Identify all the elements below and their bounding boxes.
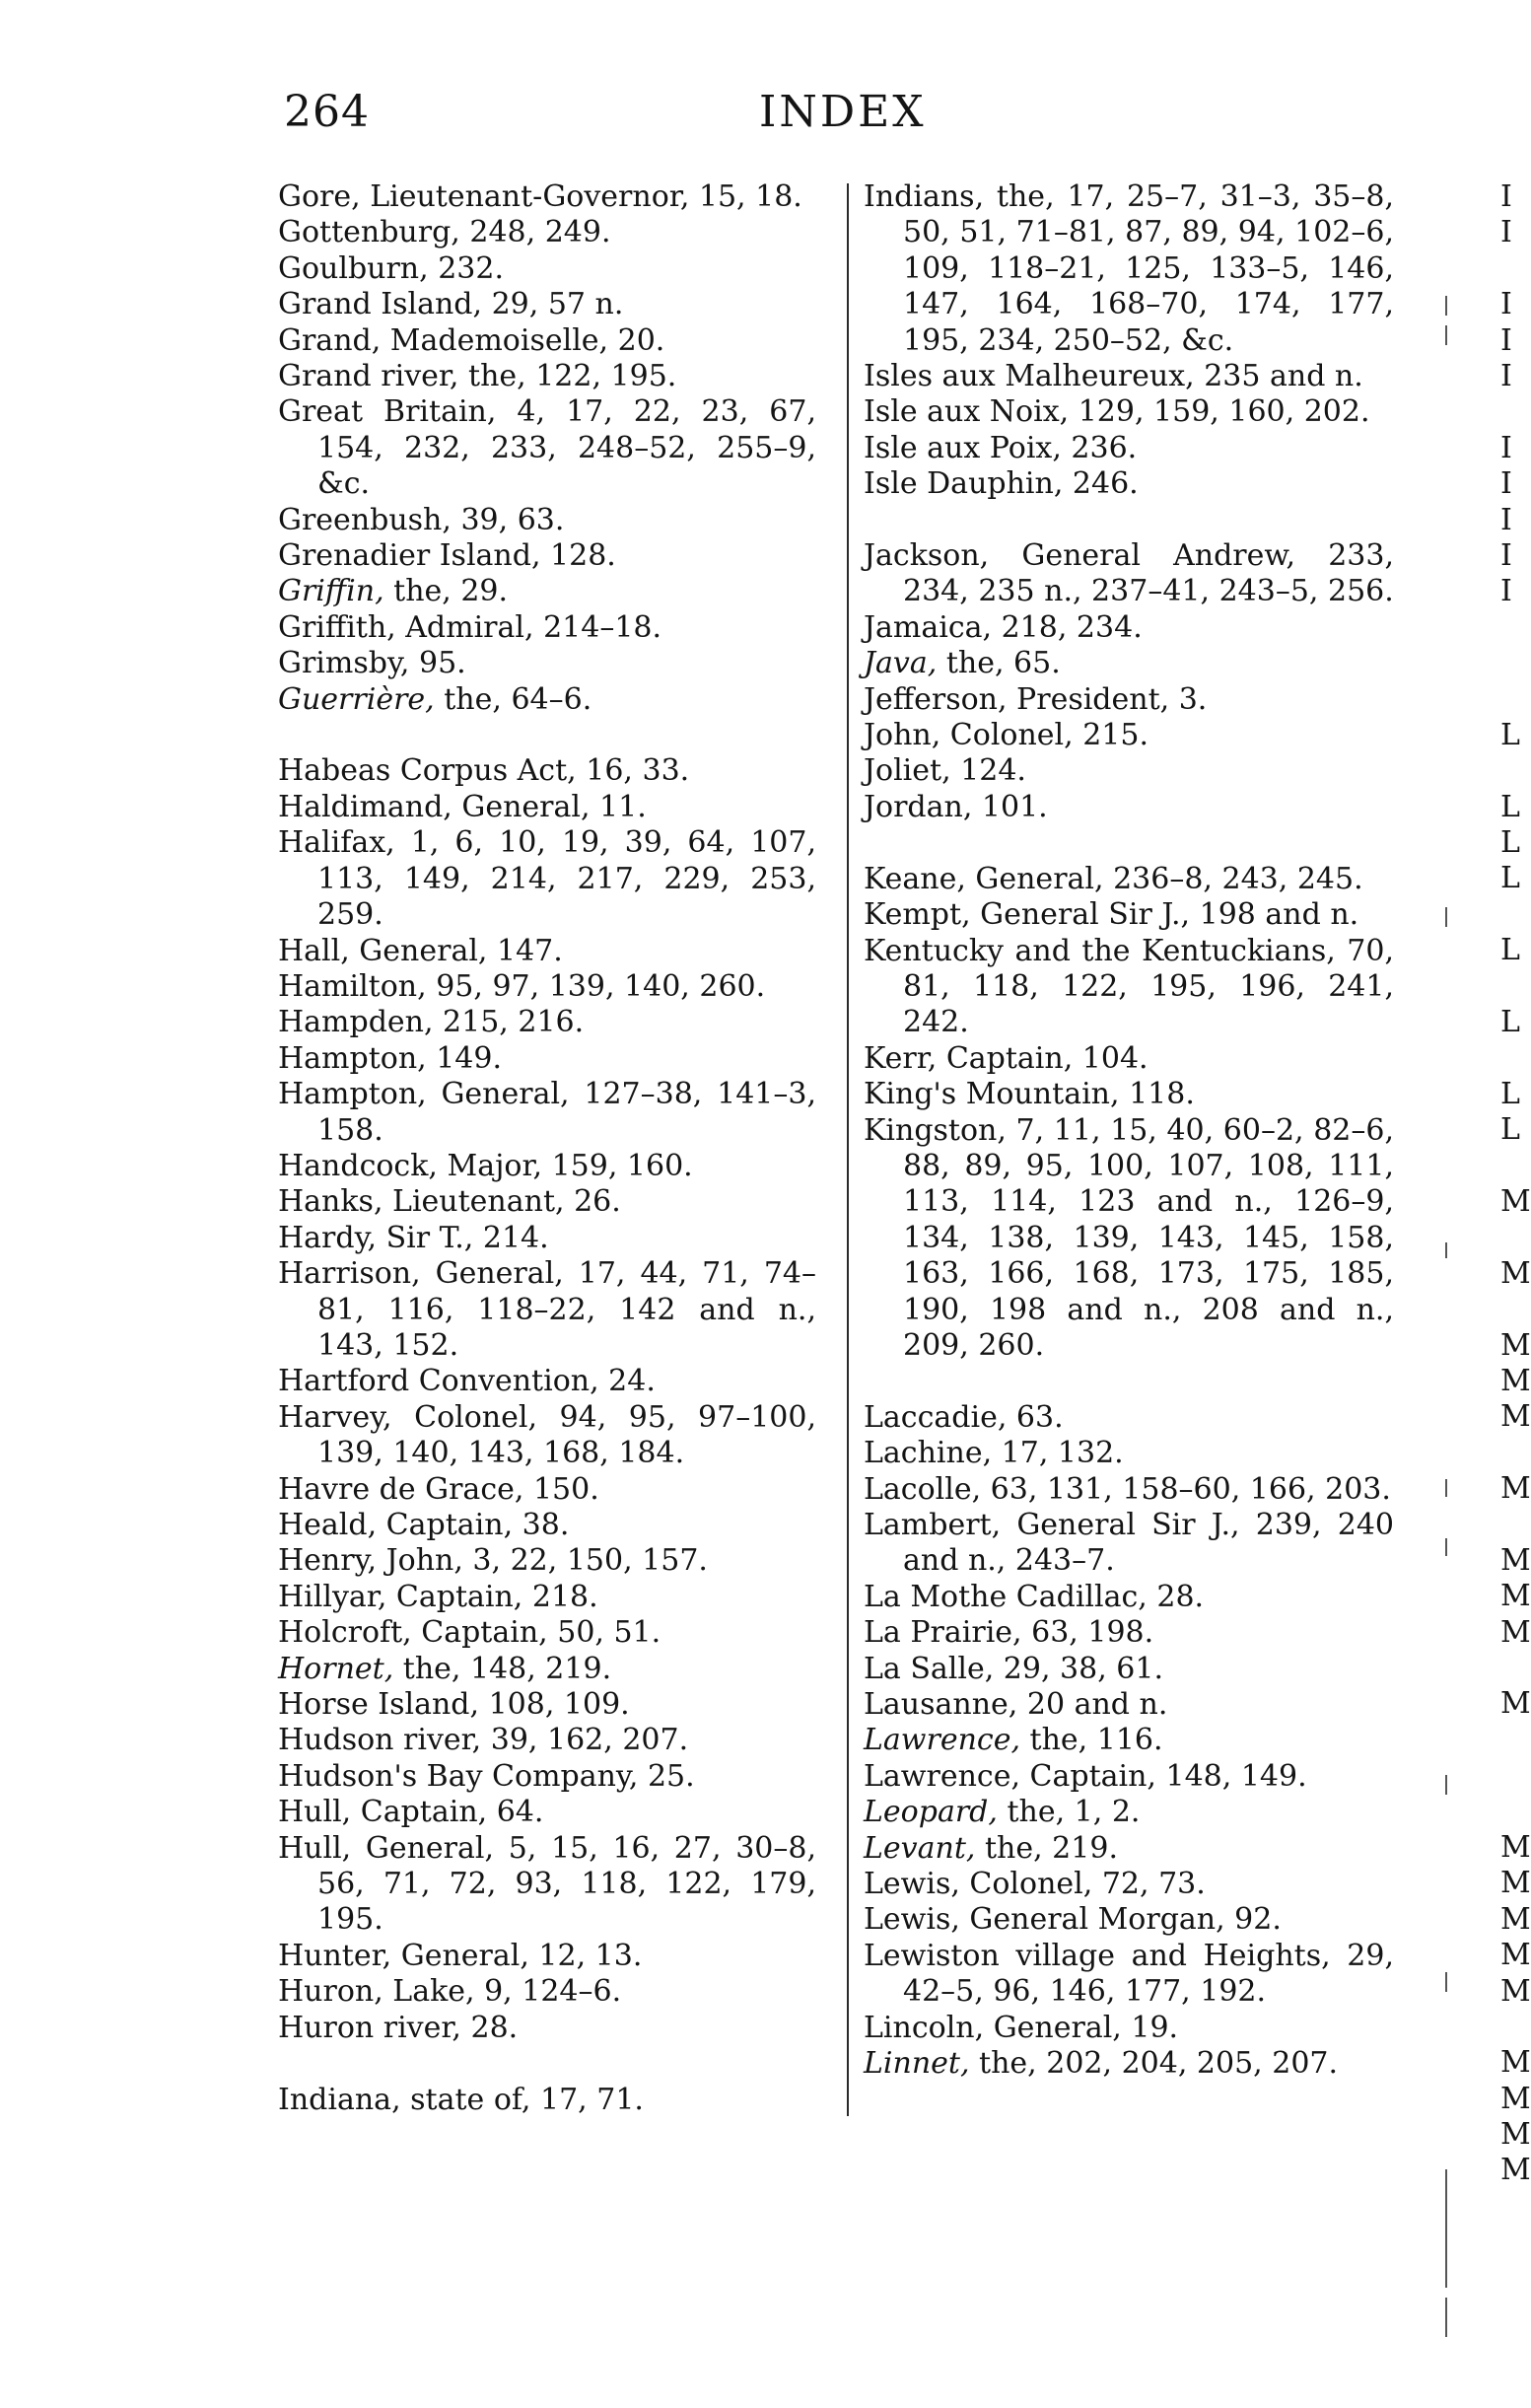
right-column-rule-fragment bbox=[1445, 296, 1447, 316]
cropped-entry-letter: M bbox=[1500, 1938, 1531, 1973]
entry-text: Isle Dauphin, 246. bbox=[864, 466, 1139, 502]
cropped-entry-letter: I bbox=[1500, 537, 1512, 573]
index-column-left bbox=[278, 179, 816, 2118]
right-column-rule-fragment bbox=[1445, 325, 1447, 345]
index-entry bbox=[864, 1113, 1394, 1365]
right-column-rule-fragment bbox=[1445, 1775, 1447, 1795]
index-column-right-cropped bbox=[1500, 179, 1531, 2189]
index-entry bbox=[278, 1615, 816, 1651]
entry-text: Goulburn, 232. bbox=[278, 250, 504, 286]
entry-text: Hull, Captain, 64. bbox=[278, 1795, 544, 1830]
cropped-entry-letter bbox=[1500, 394, 1519, 430]
section-gap bbox=[278, 2046, 816, 2082]
cropped-entry-letter bbox=[1500, 610, 1519, 646]
entry-text: Grand, Mademoiselle, 20. bbox=[278, 322, 665, 358]
entry-italic-title: Leopard, bbox=[864, 1795, 998, 1830]
index-entry bbox=[278, 753, 816, 789]
entry-text: Lewis, General Morgan, 92. bbox=[864, 1902, 1282, 1938]
cropped-entry-letter: I bbox=[1500, 287, 1512, 322]
index-entry bbox=[278, 1580, 816, 1615]
entry-text: Isle aux Noix, 129, 159, 160, 202. bbox=[864, 394, 1370, 430]
entry-italic-title: Linnet, bbox=[864, 2046, 970, 2082]
cropped-entry-letter: M bbox=[1500, 1363, 1531, 1398]
index-entry bbox=[278, 790, 816, 825]
index-entry bbox=[864, 1508, 1394, 1580]
entry-text: Lewiston village and Heights, 29, 42–5, 96, 146, 177, 192. bbox=[864, 1938, 1394, 2010]
entry-text: Greenbush, 39, 63. bbox=[278, 502, 565, 537]
entry-text: Hardy, Sir T., 214. bbox=[278, 1220, 549, 1255]
cropped-entry-letter bbox=[1500, 681, 1519, 717]
cropped-entry-letter: M bbox=[1500, 1183, 1531, 1219]
column-divider bbox=[847, 183, 849, 2116]
cropped-entry-letter: I bbox=[1500, 179, 1512, 214]
entry-text: the, 116. bbox=[1020, 1723, 1163, 1758]
index-entry bbox=[278, 1041, 816, 1077]
cropped-entry-letter bbox=[1500, 646, 1519, 681]
entry-text: Jordan, 101. bbox=[864, 789, 1048, 824]
index-entry bbox=[864, 1041, 1394, 1077]
section-gap bbox=[864, 503, 1394, 538]
index-entry bbox=[864, 431, 1394, 466]
index-entry bbox=[278, 1472, 816, 1508]
entry-text: Isle aux Poix, 236. bbox=[864, 430, 1138, 465]
cropped-entry-letter: L bbox=[1500, 825, 1520, 861]
index-entry bbox=[864, 718, 1394, 753]
entry-text: Hunter, General, 12, 13. bbox=[278, 1938, 643, 1973]
entry-text: the, 219. bbox=[975, 1830, 1118, 1866]
cropped-entry-letter: M bbox=[1500, 2045, 1531, 2081]
section-gap bbox=[278, 718, 816, 753]
index-entry bbox=[278, 323, 816, 359]
entry-text: Kempt, General Sir J., 198 and n. bbox=[864, 897, 1359, 933]
entry-text: Lachine, 17, 132. bbox=[864, 1436, 1124, 1471]
entry-text: Isles aux Malheureux, 235 and n. bbox=[864, 359, 1363, 394]
cropped-entry-letter: M bbox=[1500, 1579, 1531, 1614]
index-entry bbox=[864, 1436, 1394, 1471]
index-entry bbox=[864, 1400, 1394, 1436]
index-entry bbox=[278, 682, 816, 718]
cropped-entry-letter: I bbox=[1500, 430, 1512, 465]
entry-text: Gottenburg, 248, 249. bbox=[278, 215, 611, 250]
cropped-entry-letter: L bbox=[1500, 717, 1520, 752]
cropped-entry-letter bbox=[1500, 1149, 1519, 1184]
entry-text: Keane, General, 236–8, 243, 245. bbox=[864, 861, 1363, 896]
index-entry bbox=[278, 934, 816, 969]
index-entry bbox=[278, 1652, 816, 1687]
index-entry bbox=[864, 2011, 1394, 2046]
index-entry bbox=[278, 1543, 816, 1579]
cropped-entry-letter bbox=[1500, 1723, 1519, 1758]
entry-text: Harrison, General, 17, 44, 71, 74–81, 116, 118–22, 142 and n., 143, 152. bbox=[278, 1256, 816, 1363]
right-column-rule-fragment bbox=[1445, 2169, 1447, 2288]
cropped-entry-letter: L bbox=[1500, 1112, 1520, 1148]
index-entry bbox=[864, 610, 1394, 646]
index-entry bbox=[278, 969, 816, 1005]
index-entry bbox=[864, 1759, 1394, 1795]
cropped-entry-letter: M bbox=[1500, 1327, 1531, 1363]
index-entry bbox=[864, 1077, 1394, 1112]
entry-text: Jackson, General Andrew, 233, 234, 235 n., 237–41, 243–5, 256. bbox=[864, 538, 1394, 609]
entry-text: La Salle, 29, 38, 61. bbox=[864, 1651, 1163, 1686]
cropped-entry-letter: I bbox=[1500, 358, 1512, 393]
index-entry bbox=[278, 1508, 816, 1543]
entry-text: Great Britain, 4, 17, 22, 23, 67, 154, 232, 233, 248–52, 255–9, &c. bbox=[278, 394, 816, 502]
index-entry bbox=[278, 251, 816, 287]
entry-text: Handcock, Major, 159, 160. bbox=[278, 1148, 693, 1183]
index-entry bbox=[278, 1723, 816, 1758]
index-entry bbox=[864, 466, 1394, 502]
cropped-entry-letter bbox=[1500, 1292, 1519, 1327]
entry-text: Haldimand, General, 11. bbox=[278, 789, 647, 824]
index-entry bbox=[864, 753, 1394, 789]
index-entry bbox=[864, 359, 1394, 394]
entry-italic-title: Java, bbox=[864, 646, 938, 681]
index-entry bbox=[864, 646, 1394, 681]
page-number: 264 bbox=[284, 87, 370, 137]
index-entry bbox=[278, 1149, 816, 1184]
index-entry bbox=[864, 1652, 1394, 1687]
entry-text: Lewis, Colonel, 72, 73. bbox=[864, 1867, 1206, 1902]
entry-text: Grimsby, 95. bbox=[278, 646, 466, 681]
entry-text: Heald, Captain, 38. bbox=[278, 1508, 570, 1543]
entry-text: Huron river, 28. bbox=[278, 2010, 519, 2045]
index-entry bbox=[864, 934, 1394, 1041]
cropped-entry-letter bbox=[1500, 1758, 1519, 1794]
cropped-entry-letter bbox=[1500, 1507, 1519, 1542]
entry-text: King's Mountain, 118. bbox=[864, 1077, 1195, 1112]
entry-text: Hudson river, 39, 162, 207. bbox=[278, 1723, 689, 1758]
entry-text: Harvey, Colonel, 94, 95, 97–100, 139, 140, 143, 168, 184. bbox=[278, 1399, 816, 1471]
entry-text: Indiana, state of, 17, 71. bbox=[278, 2082, 644, 2117]
index-entry bbox=[864, 1939, 1394, 2011]
index-entry bbox=[278, 1400, 816, 1472]
cropped-entry-letter: I bbox=[1500, 215, 1512, 250]
entry-text: La Mothe Cadillac, 28. bbox=[864, 1579, 1205, 1614]
entry-text: Hampton, General, 127–38, 141–3, 158. bbox=[278, 1077, 816, 1148]
index-entry bbox=[278, 179, 816, 215]
cropped-entry-letter: M bbox=[1500, 2153, 1531, 2188]
cropped-entry-letter bbox=[1500, 251, 1519, 287]
index-entry bbox=[278, 2011, 816, 2046]
right-column-rule-fragment bbox=[1445, 1242, 1447, 1258]
entry-text: Lausanne, 20 and n. bbox=[864, 1687, 1168, 1723]
right-column-rule-fragment bbox=[1445, 907, 1447, 927]
entry-text: the, 64–6. bbox=[434, 681, 592, 717]
entry-text: Lincoln, General, 19. bbox=[864, 2010, 1179, 2045]
cropped-entry-letter: L bbox=[1500, 1076, 1520, 1111]
cropped-entry-letter: M bbox=[1500, 2117, 1531, 2153]
index-entry bbox=[864, 1472, 1394, 1508]
index-entry bbox=[864, 1615, 1394, 1651]
cropped-entry-letter bbox=[1500, 1436, 1519, 1471]
cropped-entry-letter: M bbox=[1500, 1829, 1531, 1865]
entry-text: La Prairie, 63, 198. bbox=[864, 1615, 1154, 1651]
index-entry bbox=[278, 394, 816, 502]
entry-text: the, 202, 204, 205, 207. bbox=[969, 2046, 1339, 2082]
entry-italic-title: Hornet, bbox=[278, 1651, 394, 1686]
cropped-entry-letter bbox=[1500, 753, 1519, 789]
index-entry bbox=[278, 610, 816, 646]
cropped-entry-letter: M bbox=[1500, 1399, 1531, 1435]
entry-text: Grand Island, 29, 57 n. bbox=[278, 287, 624, 322]
entry-text: the, 148, 219. bbox=[393, 1651, 612, 1686]
cropped-entry-letter: M bbox=[1500, 1901, 1531, 1937]
right-column-rule-fragment bbox=[1445, 1538, 1447, 1556]
index-entry bbox=[278, 1364, 816, 1399]
entry-text: Huron, Lake, 9, 124–6. bbox=[278, 1974, 622, 2010]
entry-text: Grenadier Island, 128. bbox=[278, 538, 616, 574]
entry-text: the, 1, 2. bbox=[997, 1795, 1141, 1830]
index-entry bbox=[278, 1759, 816, 1795]
cropped-entry-letter: L bbox=[1500, 1004, 1520, 1039]
running-head-title: INDEX bbox=[759, 87, 927, 137]
index-entry bbox=[864, 1723, 1394, 1758]
index-entry bbox=[278, 1184, 816, 1220]
index-entry bbox=[864, 862, 1394, 897]
cropped-entry-letter bbox=[1500, 1040, 1519, 1076]
index-entry bbox=[864, 1867, 1394, 1902]
entry-text: Lacolle, 63, 131, 158–60, 166, 203. bbox=[864, 1471, 1391, 1507]
entry-text: Hall, General, 147. bbox=[278, 933, 563, 968]
entry-text: Kingston, 7, 11, 15, 40, 60–2, 82–6, 88, 89, 95, 100, 107, 108, 111, 113, 114, 123 and n., 126–9, 134, 138, 139, 143, 145, 158, 163, 166, 168, 173, 175, 185, 190, 198 and n., 208 and n., 209, 260. bbox=[864, 1112, 1394, 1363]
entry-text: Kentucky and the Kentuckians, 70, 81, 118, 122, 195, 196, 241, 242. bbox=[864, 933, 1394, 1040]
right-column-rule-fragment bbox=[1445, 1972, 1447, 1992]
index-column-middle bbox=[864, 179, 1394, 2082]
index-entry bbox=[278, 287, 816, 322]
index-entry bbox=[278, 1974, 816, 2010]
index-entry bbox=[278, 1221, 816, 1256]
cropped-entry-letter: I bbox=[1500, 502, 1512, 537]
entry-text: Jamaica, 218, 234. bbox=[864, 609, 1143, 645]
index-entry bbox=[864, 394, 1394, 430]
entry-text: Gore, Lieutenant-Governor, 15, 18. bbox=[278, 179, 802, 214]
entry-italic-title: Griffin, bbox=[278, 574, 384, 609]
index-entry bbox=[278, 574, 816, 609]
entry-italic-title: Lawrence, bbox=[864, 1723, 1020, 1758]
entry-text: Lambert, General Sir J., 239, 240 and n., 243–7. bbox=[864, 1507, 1394, 1579]
cropped-entry-letter bbox=[1500, 1651, 1519, 1686]
index-entry bbox=[278, 359, 816, 394]
cropped-entry-letter bbox=[1500, 897, 1519, 933]
right-column-rule-fragment bbox=[1445, 1479, 1447, 1497]
index-entry bbox=[864, 682, 1394, 718]
cropped-entry-letter: I bbox=[1500, 466, 1512, 502]
index-entry bbox=[278, 646, 816, 681]
cropped-entry-letter: M bbox=[1500, 1686, 1531, 1722]
cropped-entry-letter: I bbox=[1500, 322, 1512, 358]
entry-text: Indians, the, 17, 25–7, 31–3, 35–8, 50, 51, 71–81, 87, 89, 94, 102–6, 109, 118–21, 125, 133–5, 146, 147, 164, 168–70, 174, 177, 195, 234, 250–52, &c. bbox=[864, 179, 1394, 358]
entry-text: Horse Island, 108, 109. bbox=[278, 1687, 630, 1723]
cropped-entry-letter: M bbox=[1500, 1866, 1531, 1901]
index-entry bbox=[864, 897, 1394, 933]
cropped-entry-letter: M bbox=[1500, 1471, 1531, 1507]
entry-text: Hampden, 215, 216. bbox=[278, 1005, 585, 1040]
entry-text: Hull, General, 5, 15, 16, 27, 30–8, 56, 71, 72, 93, 118, 122, 179, 195. bbox=[278, 1830, 816, 1938]
index-entry bbox=[864, 1902, 1394, 1938]
entry-text: Jefferson, President, 3. bbox=[864, 681, 1208, 717]
cropped-entry-letter: L bbox=[1500, 789, 1520, 824]
entry-text: Holcroft, Captain, 50, 51. bbox=[278, 1615, 661, 1651]
index-entry bbox=[278, 825, 816, 933]
cropped-entry-letter bbox=[1500, 969, 1519, 1005]
index-entry bbox=[278, 1831, 816, 1939]
index-entry bbox=[278, 538, 816, 574]
cropped-entry-letter: M bbox=[1500, 1973, 1531, 2009]
entry-text: Griffith, Admiral, 214–18. bbox=[278, 609, 662, 645]
index-entry bbox=[864, 790, 1394, 825]
entry-italic-title: Levant, bbox=[864, 1830, 976, 1866]
cropped-entry-letter: M bbox=[1500, 1542, 1531, 1578]
entry-text: Henry, John, 3, 22, 150, 157. bbox=[278, 1543, 708, 1579]
entry-text: Kerr, Captain, 104. bbox=[864, 1040, 1148, 1076]
index-entry bbox=[278, 215, 816, 250]
entry-text: Laccadie, 63. bbox=[864, 1399, 1064, 1435]
entry-italic-title: Guerrière, bbox=[278, 681, 435, 717]
entry-text: Havre de Grace, 150. bbox=[278, 1471, 599, 1507]
index-entry bbox=[864, 1687, 1394, 1723]
index-entry bbox=[278, 1077, 816, 1149]
cropped-entry-letter bbox=[1500, 1220, 1519, 1255]
entry-text: Hartford Convention, 24. bbox=[278, 1364, 656, 1399]
index-entry bbox=[864, 179, 1394, 359]
cropped-entry-letter: L bbox=[1500, 933, 1520, 968]
entry-text: Halifax, 1, 6, 10, 19, 39, 64, 107, 113, 149, 214, 217, 229, 253, 259. bbox=[278, 825, 816, 933]
index-entry bbox=[864, 1831, 1394, 1867]
entry-text: Hillyar, Captain, 218. bbox=[278, 1579, 598, 1614]
index-entry bbox=[278, 1687, 816, 1723]
entry-text: the, 29. bbox=[383, 574, 509, 609]
entry-text: Hamilton, 95, 97, 139, 140, 260. bbox=[278, 968, 766, 1004]
index-entry bbox=[864, 1580, 1394, 1615]
entry-text: John, Colonel, 215. bbox=[864, 718, 1149, 753]
index-entry bbox=[864, 1795, 1394, 1830]
index-entry bbox=[864, 538, 1394, 610]
index-entry bbox=[278, 503, 816, 538]
entry-text: Habeas Corpus Act, 16, 33. bbox=[278, 753, 690, 789]
entry-text: Hanks, Lieutenant, 26. bbox=[278, 1184, 621, 1220]
cropped-entry-letter: I bbox=[1500, 574, 1512, 609]
index-entry bbox=[278, 1795, 816, 1830]
cropped-entry-letter: M bbox=[1500, 2081, 1531, 2116]
index-entry bbox=[864, 2046, 1394, 2082]
entry-text: Hampton, 149. bbox=[278, 1040, 503, 1076]
cropped-entry-letter: M bbox=[1500, 1255, 1531, 1291]
cropped-entry-letter bbox=[1500, 2010, 1519, 2045]
section-gap bbox=[864, 825, 1394, 861]
index-entry bbox=[278, 1939, 816, 1974]
section-gap bbox=[864, 1364, 1394, 1399]
entry-text: the, 65. bbox=[937, 646, 1061, 681]
index-entry bbox=[278, 1005, 816, 1040]
right-column-rule-fragment bbox=[1445, 2298, 1447, 2337]
entry-text: Grand river, the, 122, 195. bbox=[278, 359, 677, 394]
cropped-entry-letter: L bbox=[1500, 861, 1520, 896]
cropped-entry-letter: M bbox=[1500, 1614, 1531, 1650]
entry-text: Lawrence, Captain, 148, 149. bbox=[864, 1758, 1307, 1794]
index-entry bbox=[278, 1256, 816, 1364]
cropped-entry-letter bbox=[1500, 1795, 1519, 1830]
entry-text: Joliet, 124. bbox=[864, 753, 1026, 789]
index-entry bbox=[278, 2083, 816, 2118]
entry-text: Hudson's Bay Company, 25. bbox=[278, 1758, 695, 1794]
